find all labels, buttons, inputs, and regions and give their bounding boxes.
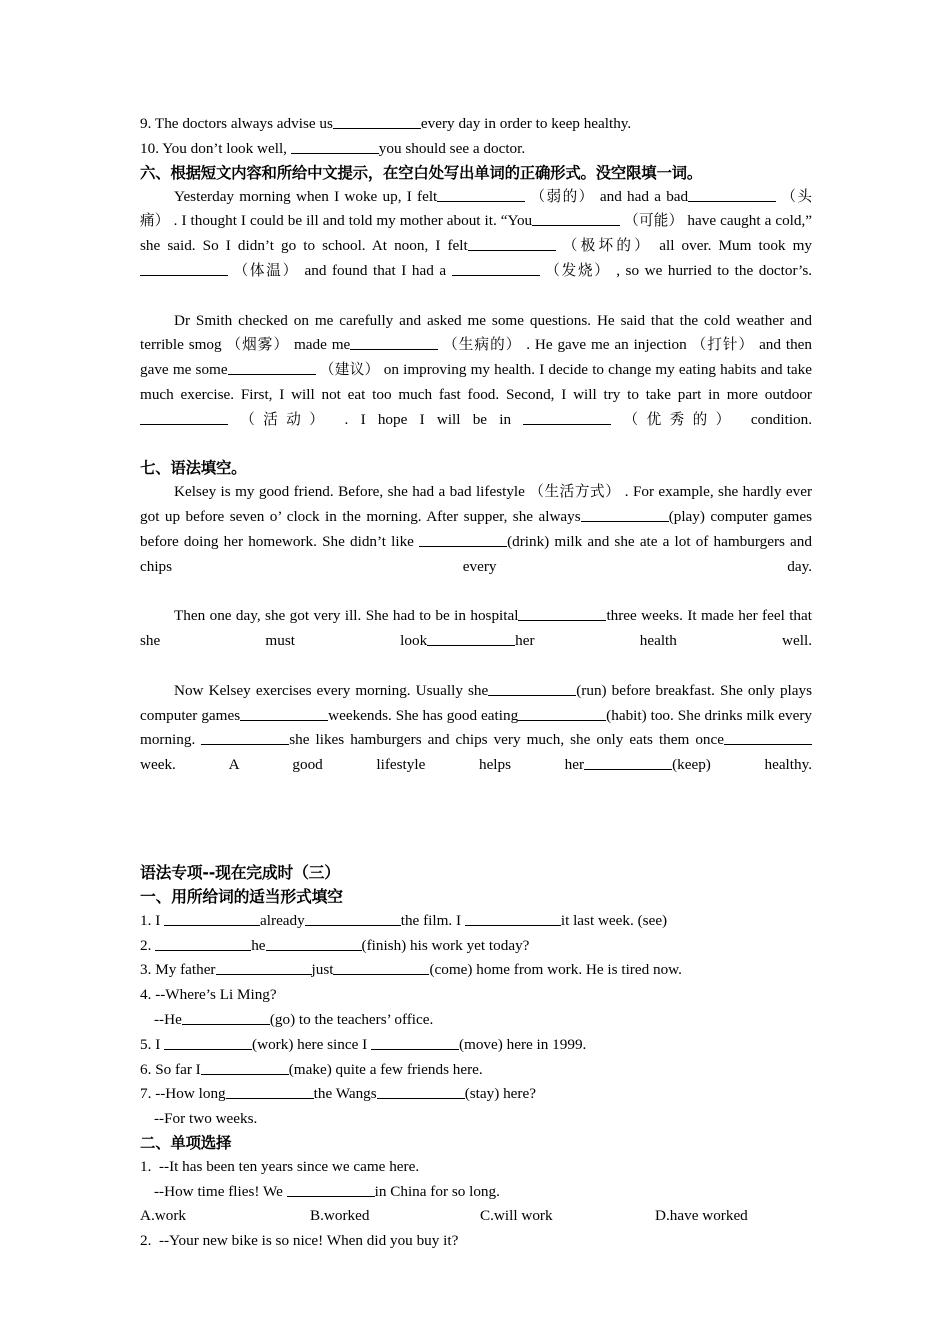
- answer-blank[interactable]: [518, 705, 606, 720]
- section-seven-paragraph-1: [140, 480, 812, 604]
- grammar-unit-title: 语法专项--现在完成时（三）: [140, 862, 340, 882]
- answer-blank[interactable]: [532, 211, 620, 226]
- item-number: 3.: [140, 961, 152, 979]
- answer-blank[interactable]: [140, 261, 228, 276]
- mc-option[interactable]: B.worked: [310, 1207, 370, 1225]
- answer-blank[interactable]: [155, 935, 251, 950]
- section-six-paragraph-2: [140, 309, 812, 458]
- answer-blank[interactable]: [333, 960, 429, 975]
- text-run: (keep) healthy.: [672, 756, 812, 774]
- grammar-item-2: [140, 934, 812, 959]
- text-run: three weeks. It made her feel that she must look: [140, 607, 812, 650]
- answer-blank[interactable]: [452, 261, 540, 276]
- section-seven-paragraph-3: [140, 679, 812, 803]
- grammar-item-4: [140, 983, 812, 1008]
- text-run: Yesterday morning when I woke up, I felt: [174, 187, 438, 205]
- mc-question-1: [140, 1155, 812, 1180]
- answer-blank[interactable]: [240, 705, 328, 720]
- text-run: --How time flies! We: [154, 1182, 287, 1200]
- item-number: 1.: [140, 911, 152, 929]
- section-seven-heading: 七、语法填空。: [140, 459, 247, 478]
- text-run: on improving my health. I decide to change my eating habits and take much exercise. First, I will not eat too much fast food. Second, I will try to take part in more outdoor: [140, 361, 812, 403]
- grammar-item-3: [140, 958, 812, 983]
- item-number: 4.: [140, 986, 152, 1004]
- hint-smog: （烟雾）: [226, 336, 290, 354]
- answer-blank[interactable]: [465, 910, 561, 925]
- text-run: --How long: [155, 1085, 226, 1103]
- text-run: Kelsey is my good friend. Before, she had a bad lifestyle: [174, 483, 525, 501]
- text-run: (work) here since I: [252, 1035, 371, 1053]
- answer-blank[interactable]: [164, 1034, 252, 1049]
- hint-activity: （活动）: [240, 410, 333, 428]
- text-run: the Wangs: [313, 1085, 377, 1103]
- grammar-item-4-reply: [140, 1008, 812, 1033]
- item-number: 2.: [140, 1232, 152, 1250]
- hint-lifestyle: （生活方式）: [529, 483, 621, 501]
- text-run: have caught a cold,” she said. So I didn’t go to school. At noon, I felt: [140, 212, 813, 255]
- section-six-paragraph-1: [140, 185, 812, 309]
- text-run: I: [155, 1035, 165, 1053]
- hint-temperature: （体温）: [233, 261, 299, 279]
- grammar-item-5: [140, 1033, 812, 1058]
- hint-headache: （头痛）: [140, 187, 812, 230]
- text-run: (play) computer games before doing her homework. She didn’t like: [140, 508, 812, 550]
- text-run: and had a bad: [599, 187, 689, 205]
- answer-blank[interactable]: [291, 138, 379, 153]
- mc-option[interactable]: C.will work: [480, 1207, 553, 1225]
- document-content: [140, 112, 812, 1254]
- question-text: every day in order to keep healthy.: [420, 115, 632, 132]
- answer-blank[interactable]: [419, 532, 507, 547]
- text-run: (drink) milk and she ate a lot of hamburgers and chips every day.: [140, 532, 812, 575]
- answer-blank[interactable]: [201, 1059, 289, 1074]
- text-run: . I thought I could be ill and told my mother about it. “You: [173, 212, 533, 230]
- answer-blank[interactable]: [371, 1034, 459, 1049]
- text-run: (go) to the teachers’ office.: [269, 1010, 434, 1028]
- text-run: --Where’s Li Ming?: [155, 986, 277, 1004]
- text-run: he: [251, 936, 266, 954]
- text-run: just: [311, 961, 334, 979]
- grammar-item-7: [140, 1082, 812, 1107]
- answer-blank[interactable]: [427, 631, 515, 646]
- item-number: 2.: [140, 936, 152, 954]
- item-number: 6.: [140, 1060, 152, 1078]
- text-run: (run) before breakfast. She only plays computer games: [140, 681, 812, 724]
- text-run: My father: [155, 961, 216, 979]
- answer-blank[interactable]: [266, 935, 362, 950]
- text-run: --For two weeks.: [154, 1110, 258, 1128]
- answer-blank[interactable]: [581, 507, 669, 522]
- answer-blank[interactable]: [523, 409, 611, 424]
- item-number: 5.: [140, 1035, 152, 1053]
- grammar-part-two-heading: 二、单项选择: [140, 1133, 232, 1152]
- text-run: her health well.: [515, 632, 812, 650]
- text-run: Now Kelsey exercises every morning. Usually she: [174, 681, 489, 699]
- mc-question-2: [140, 1229, 812, 1254]
- answer-blank[interactable]: [488, 680, 576, 695]
- mc-option[interactable]: D.have worked: [655, 1207, 748, 1225]
- answer-blank[interactable]: [140, 409, 228, 424]
- question-number: 10.: [140, 139, 159, 157]
- text-run: it last week. (see): [560, 911, 668, 929]
- answer-blank[interactable]: [287, 1181, 375, 1196]
- mc-question-1-reply: [140, 1180, 812, 1205]
- text-run: weekends. She has good eating: [328, 706, 519, 724]
- answer-blank[interactable]: [350, 335, 438, 350]
- text-run: in China for so long.: [374, 1182, 500, 1200]
- text-run: and found that I had a: [304, 261, 447, 279]
- hint-maybe: （可能）: [624, 212, 684, 230]
- answer-blank[interactable]: [724, 730, 812, 745]
- answer-blank[interactable]: [226, 1084, 314, 1099]
- text-run: . I hope I will be in: [344, 410, 512, 428]
- question-text: You don’t look well,: [162, 139, 291, 157]
- answer-blank[interactable]: [437, 186, 525, 201]
- text-run: made me: [293, 336, 351, 354]
- text-run: (make) quite a few friends here.: [288, 1060, 483, 1078]
- text-run: --He: [154, 1010, 182, 1028]
- text-run: So far I: [155, 1060, 201, 1078]
- answer-blank[interactable]: [216, 960, 312, 975]
- text-run: . For example, she hardly ever got up before seven o’ clock in the morning. After supper, she always: [140, 483, 813, 526]
- text-run: I: [155, 911, 165, 929]
- text-run: Then one day, she got very ill. She had to be in hospital: [174, 607, 519, 625]
- item-number: 7.: [140, 1085, 152, 1103]
- item-number: 1.: [140, 1157, 152, 1175]
- answer-blank[interactable]: [584, 755, 672, 770]
- text-run: condition.: [750, 410, 813, 428]
- text-run: . He gave me an injection: [526, 336, 687, 354]
- question-text: --Your new bike is so nice! When did you buy it?: [158, 1232, 459, 1250]
- answer-blank[interactable]: [333, 114, 421, 129]
- answer-blank[interactable]: [518, 606, 606, 621]
- text-run: (move) here in 1999.: [458, 1035, 587, 1053]
- answer-blank[interactable]: [164, 910, 260, 925]
- grammar-item-7-reply: [140, 1107, 812, 1132]
- answer-blank[interactable]: [228, 360, 316, 375]
- answer-blank[interactable]: [201, 730, 289, 745]
- hint-weak: （弱的）: [530, 187, 595, 205]
- question-text: you should see a doctor.: [378, 139, 526, 157]
- mc-options-row: [140, 1204, 812, 1229]
- text-run: already: [260, 911, 305, 929]
- section-spacer: [140, 803, 812, 861]
- grammar-item-6: [140, 1058, 812, 1083]
- hint-sick: （生病的）: [443, 336, 522, 354]
- question-10: [140, 137, 812, 162]
- text-run: (stay) here?: [464, 1085, 536, 1103]
- grammar-item-1: [140, 909, 812, 934]
- answer-blank[interactable]: [377, 1084, 465, 1099]
- text-run: the film. I: [400, 911, 465, 929]
- question-text: The doctors always advise us: [154, 115, 333, 132]
- text-run: and then gave me some: [140, 336, 812, 379]
- text-run: , so we hurried to the doctor’s.: [616, 261, 813, 279]
- answer-blank[interactable]: [468, 236, 556, 251]
- text-run: Dr Smith checked on me carefully and asked me some questions. He said that the cold weather and terrible smog: [140, 311, 812, 354]
- text-run: (habit) too. She drinks milk every morning.: [140, 706, 812, 749]
- section-seven-paragraph-2: [140, 604, 812, 678]
- text-run: (finish) his work yet today?: [361, 936, 530, 954]
- answer-blank[interactable]: [182, 1009, 270, 1024]
- question-number: 9.: [140, 115, 152, 132]
- question-9: [140, 112, 812, 137]
- answer-blank[interactable]: [305, 910, 401, 925]
- text-run: all over. Mum took my: [659, 237, 812, 255]
- text-run: she likes hamburgers and chips very much, she only eats them once: [289, 731, 724, 749]
- section-six-heading: 六、根据短文内容和所给中文提示，在空白处写出单词的正确形式。没空限填一词。: [140, 163, 703, 182]
- text-run: week. A good lifestyle helps her: [140, 756, 585, 774]
- hint-terrible: （极坏的）: [562, 237, 653, 255]
- hint-advice: （建议）: [319, 361, 380, 379]
- answer-blank[interactable]: [688, 186, 776, 201]
- hint-injection: （打针）: [691, 336, 755, 354]
- hint-fever: （发烧）: [545, 261, 611, 279]
- grammar-part-one-heading: 一、用所给词的适当形式填空: [140, 886, 343, 906]
- hint-excellent: （优秀的）: [623, 410, 739, 428]
- text-run: (come) home from work. He is tired now.: [429, 961, 682, 979]
- question-text: --It has been ten years since we came here.: [158, 1157, 420, 1175]
- mc-option[interactable]: A.work: [140, 1207, 186, 1225]
